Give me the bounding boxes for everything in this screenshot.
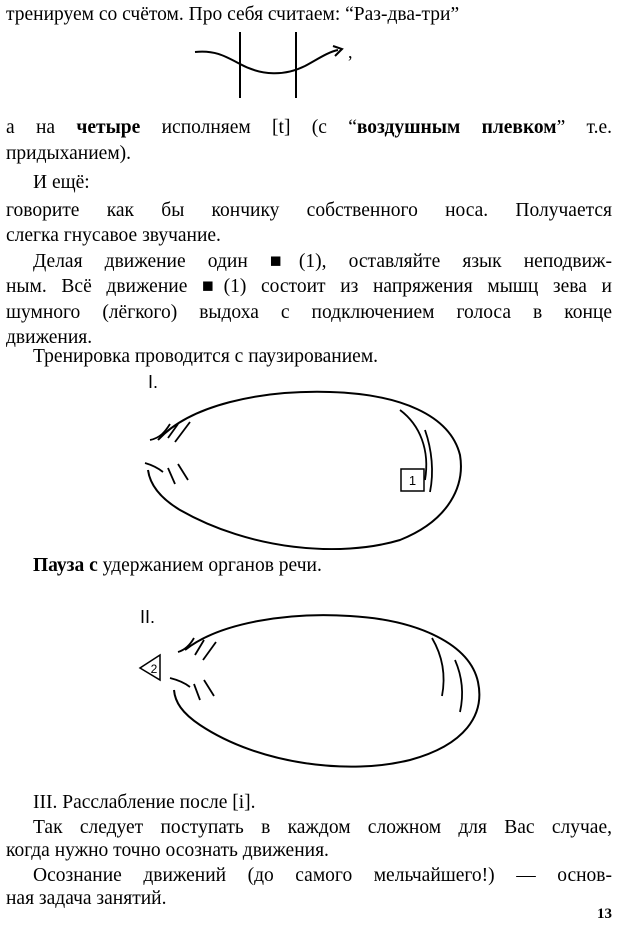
text-line: тренируем со счётом. Про себя считаем: “Раз-два-три” bbox=[6, 4, 460, 25]
oval-diagram-2 bbox=[0, 610, 620, 770]
text-line: Тренировка проводится с паузированием. bbox=[33, 346, 379, 367]
text-line: Осознание движений (до самого мельчайшего!) — основ- bbox=[33, 865, 612, 886]
figure-label: I. bbox=[148, 372, 159, 392]
text-line: когда нужно точно осознать движения. bbox=[6, 840, 329, 861]
text-line: движения. bbox=[6, 327, 93, 348]
text-line: III. Расслабление после [i]. bbox=[33, 792, 256, 813]
text-line: Так следует поступать в каждом сложном для Вас случае, bbox=[33, 817, 612, 838]
text-line: придыханием). bbox=[6, 143, 132, 164]
comma-mark: , bbox=[348, 42, 353, 62]
text-line: слегка гнусавое звучание. bbox=[6, 225, 221, 246]
text-line: шумного (лёгкого) выдоха с подключением голоса в конце bbox=[6, 302, 612, 323]
text-line: Делая движение один ■(1), оставляйте язык неподвиж- bbox=[33, 251, 612, 272]
text-line: И ещё: bbox=[33, 172, 90, 193]
figure-label: II. bbox=[140, 607, 156, 627]
page-number: 13 bbox=[597, 906, 612, 922]
text-line: ным. Всё движение ■(1) состоит из напряжения мышц зева и bbox=[6, 276, 612, 297]
box-number: 1 bbox=[408, 473, 417, 488]
text-line: а на четыре исполняем [t] (с “воздушным плевком” т.е. bbox=[6, 117, 613, 138]
text-line: говорите как бы кончику собственного носа. Получается bbox=[6, 200, 612, 221]
rhythm-diagram bbox=[0, 30, 620, 110]
text-line: ная задача занятий. bbox=[6, 888, 167, 909]
oval-diagram-1 bbox=[0, 380, 620, 550]
text-line: Пауза с удержанием органов речи. bbox=[33, 555, 322, 576]
triangle-number: 2 bbox=[150, 662, 158, 676]
